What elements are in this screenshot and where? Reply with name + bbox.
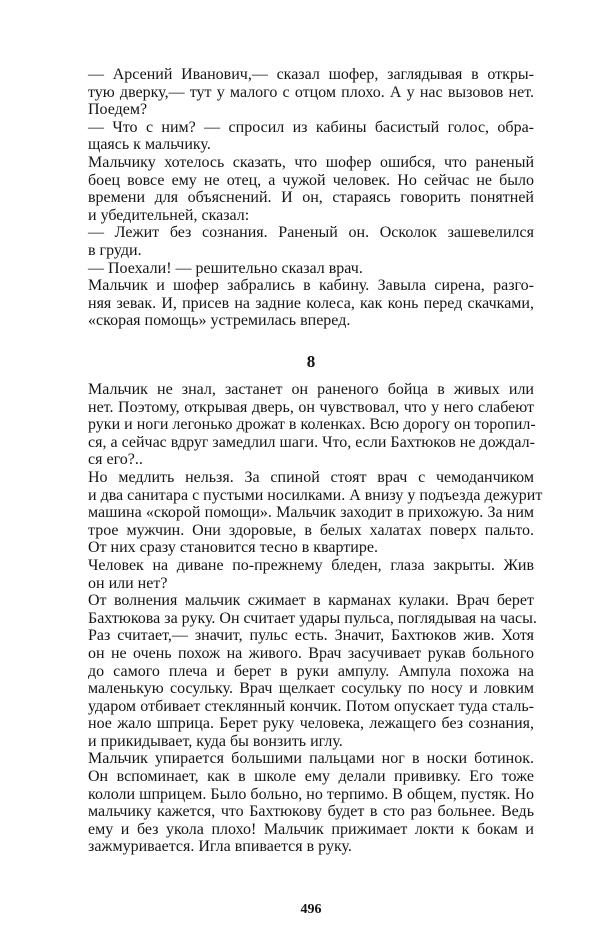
text-line: он не очень похож на живого. Врач засучивает рукав больного: [88, 644, 534, 662]
text-line: и прикидывает, куда бы вонзить иглу.: [88, 732, 343, 750]
paragraph: [88, 119, 534, 154]
paragraph: [88, 750, 534, 856]
text-line: и убедительней, сказал:: [88, 206, 250, 224]
text-line: маленькую сосульку. Врач щелкает сосульку по носу и ловким: [88, 680, 534, 698]
paragraph: [88, 224, 534, 259]
book-page: [88, 66, 543, 917]
text-line: в груди.: [88, 241, 142, 259]
text-line: ся, а сейчас вдруг замедлил шаги. Что, если Бахтюков не дождал-: [88, 433, 535, 451]
text-line: ему и без укола плохо! Мальчик прижимает локти к бокам и: [88, 820, 534, 838]
paragraph: [88, 66, 534, 119]
paragraph: [88, 277, 534, 330]
text-block-before-chapter: [88, 66, 534, 330]
text-line: Он вспоминает, как в школе ему делали прививку. Его тоже: [88, 768, 534, 786]
text-block-chapter-8: [88, 381, 543, 856]
text-line: до самого плеча и берет в руки ампулу. Ампула похожа на: [88, 662, 534, 680]
chapter-number: 8: [306, 352, 316, 371]
text-line: нет. Поэтому, открывая дверь, он чувствовал, что у него слабеют: [88, 398, 534, 416]
paragraph: [88, 154, 534, 224]
text-line: руки и ноги легонько дрожат в коленках. Всю дорогу он торопил-: [88, 416, 536, 434]
text-line: Мальчик не знал, застанет он раненого бойца в живых или: [88, 381, 534, 398]
text-line: и два санитара с пустыми носилками. А внизу у подъезда дежурит: [88, 486, 543, 504]
text-line: щаясь к мальчику.: [88, 136, 211, 154]
paragraph: [88, 592, 537, 750]
text-line: зажмуривается. Игла впивается в руку.: [88, 838, 352, 856]
text-line: трое мужчин. Они здоровые, в белых халатах поверх пальто.: [88, 521, 534, 539]
text-line: — Поехали! — решительно сказал врач.: [88, 259, 363, 277]
paragraph: [88, 381, 534, 469]
text-line: ное жало шприца. Берет руку человека, лежащего без сознания,: [88, 715, 534, 733]
text-line: Раз считает,— значит, пульс есть. Значит, Бахтюков жив. Хотя: [88, 627, 534, 645]
text-line: Бахтюкова за руку. Он считает удары пульса, поглядывая на часы.: [88, 609, 537, 627]
text-line: Поедем?: [88, 101, 148, 119]
paragraph: [88, 468, 543, 557]
paragraph: [88, 260, 534, 278]
text-line: времени для объяснений. И он, стараясь говорить понятней: [88, 189, 534, 207]
text-line: «скорая помощь» устремилась вперед.: [88, 312, 351, 330]
text-line: Мальчику хотелось сказать, что шофер ошибся, что раненый: [88, 153, 534, 171]
text-line: Человек на диване по-прежнему бледен, глаза закрыты. Жив: [88, 556, 534, 574]
text-line: няя зевак. И, присев на задние колеса, как конь перед скачками,: [88, 294, 534, 312]
text-line: машина «скорой помощи». Мальчик заходит в прихожую. За ним: [88, 504, 534, 522]
text-line: — Что с ним? — спросил из кабины басистый голос, обра-: [88, 118, 534, 136]
text-line: он или нет?: [88, 574, 168, 592]
text-line: — Арсений Иванович,— сказал шофер, заглядывая в откры-: [88, 66, 534, 83]
paragraph: [88, 557, 534, 592]
text-line: Мальчик и шофер забрались в кабину. Завыла сирена, разго-: [88, 277, 534, 295]
text-line: От них сразу становится тесно в квартире.: [88, 539, 378, 557]
text-line: ся его?..: [88, 451, 143, 469]
text-line: Мальчик упирается большими пальцами ног в носки ботинок.: [88, 750, 534, 768]
text-line: — Лежит без сознания. Раненый он. Осколок зашевелился: [88, 224, 534, 242]
text-line: Но медлить нельзя. За спиной стоят врач с чемоданчиком: [88, 468, 534, 486]
text-line: кололи шприцем. Было больно, но терпимо. В общем, пустяк. Но: [88, 785, 534, 803]
text-line: От волнения мальчик сжимает в карманах кулаки. Врач берет: [88, 592, 534, 610]
text-line: мальчику кажется, что Бахтюкову будет в сто раз больнее. Ведь: [88, 803, 534, 821]
text-line: ударом отбивает стеклянный кончик. Потом опускает туда сталь-: [88, 697, 534, 715]
text-line: тую дверку,— тут у малого с отцом плохо. А у нас вызовов нет.: [88, 83, 534, 101]
page-number: 496: [300, 902, 322, 917]
text-line: боец вовсе ему не отец, а чужой человек. Но сейчас не было: [88, 171, 534, 189]
